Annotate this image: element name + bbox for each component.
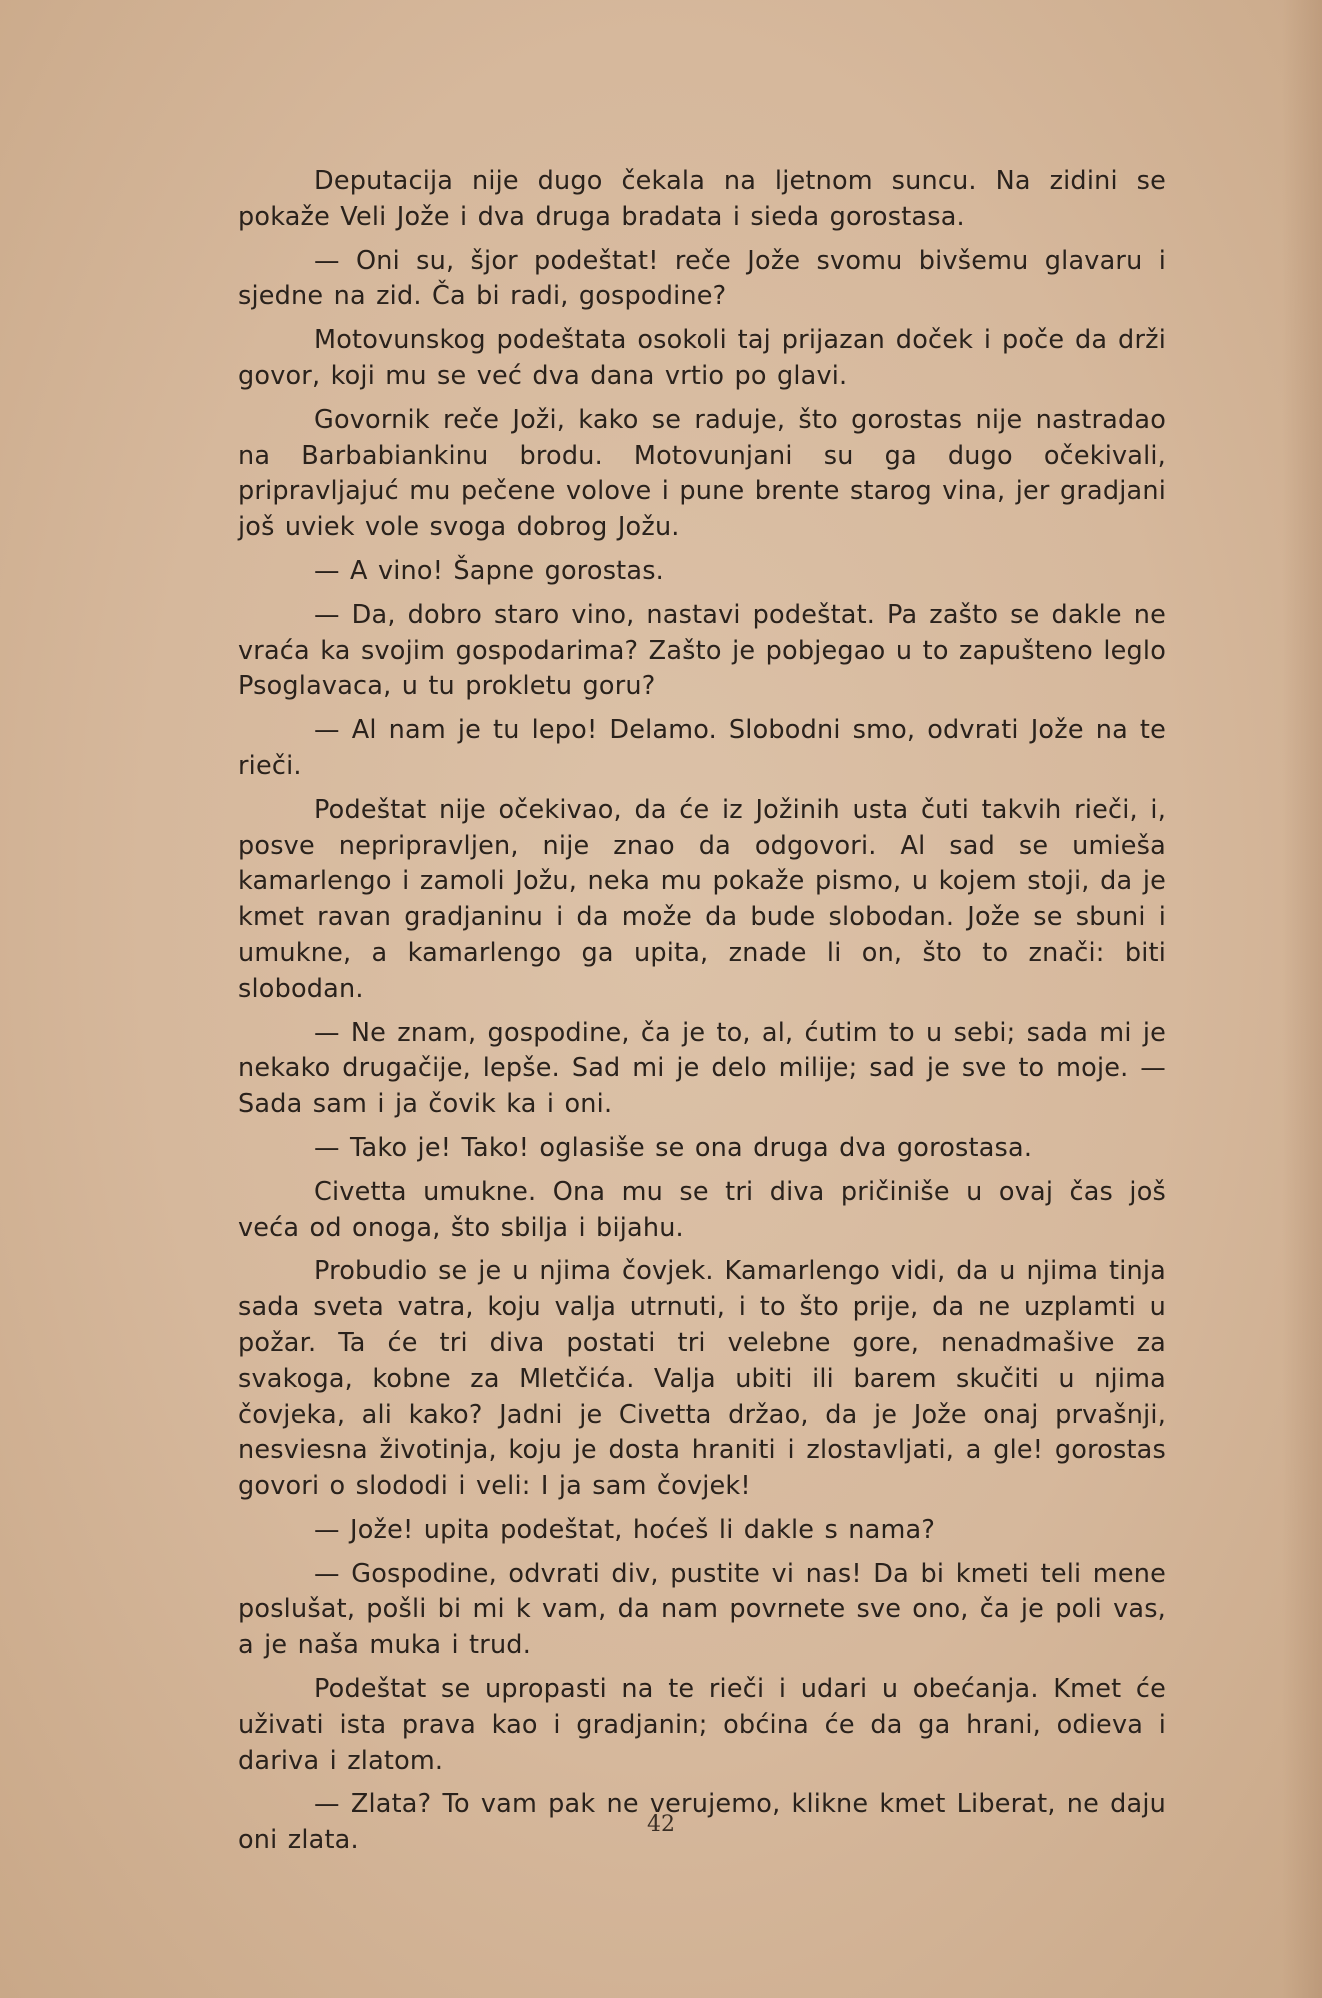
paragraph-3: Motovunskog podeštata osokoli taj prijazan doček i poče da drži govor, koji mu se već dva dana vrtio po glavi.: [238, 325, 1166, 391]
body-text: [238, 164, 1166, 1867]
paragraph-10: — Tako je! Tako! oglasiše se ona druga dva gorostasa.: [314, 1132, 1033, 1163]
paragraph-4: Govornik reče Joži, kako se raduje, što gorostas nije nastradao na Barbabiankinu brodu. Motovunjani su ga dugo očekivali, pripravljajuć mu pečene volove i pune brente starog vina, jer gradjani još uviek vole svoga dobrog Jožu.: [238, 404, 1166, 543]
paragraph-16: — Zlata? To vam pak ne verujemo, klikne kmet Liberat, ne daju oni zlata.: [238, 1789, 1166, 1856]
paragraph-9: — Ne znam, gospodine, ča je to, al, ćutim to u sebi; sada mi je nekako drugačije, lepše. Sad mi je delo milije; sad je sve to moje. — Sada sam i ja čovik ka i oni.: [238, 1017, 1166, 1120]
paragraph-7: — Al nam je tu lepo! Delamo. Slobodni smo, odvrati Jože na te rieči.: [238, 715, 1166, 781]
paragraph-11: Civetta umukne. Ona mu se tri diva pričiniše u ovaj čas još veća od onoga, što sbilja i bijahu.: [238, 1176, 1166, 1243]
paragraph-13: — Jože! upita podeštat, hoćeš li dakle s nama?: [314, 1514, 936, 1545]
paragraph-2: — Oni su, šjor podeštat! reče Jože svomu bivšemu glavaru i sjedne na zid. Ča bi radi, gospodine?: [238, 245, 1166, 312]
paragraph-14: — Gospodine, odvrati div, pustite vi nas! Da bi kmeti teli mene poslušat, pošli bi mi k vam, da nam povrnete sve ono, ča je poli vas, a je naša muka i trud.: [238, 1558, 1166, 1661]
paragraph-8: Podeštat nije očekivao, da će iz Jožinih usta čuti takvih rieči, i, posve nepripravljen, nije znao da odgovori. Al sad se umieša kamarlengo i zamoli Jožu, neka mu pokaže pismo, u kojem stoji, da je kmet ravan gradjaninu i da može da bude slobodan. Jože se sbuni i umukne, a kamarlengo ga upita, znade li on, što to znači: biti slobodan.: [238, 794, 1166, 1004]
paragraph-5: — A vino! Šapne gorostas.: [314, 555, 664, 586]
page-edge-shadow: [1282, 0, 1322, 1998]
paragraph-15: Podeštat se upropasti na te rieči i udari u obećanja. Kmet će uživati ista prava kao i gradjanin; obćina će da ga hrani, odieva i dariva i zlatom.: [238, 1674, 1166, 1776]
paragraph-6: — Da, dobro staro vino, nastavi podeštat. Pa zašto se dakle ne vraća ka svojim gospodarima? Zašto je pobjegao u to zapušteno leglo Psoglavaca, u tu prokletu goru?: [238, 599, 1166, 702]
paragraph-12: Probudio se je u njima čovjek. Kamarlengo vidi, da u njima tinja sada sveta vatra, koju valja utrnuti, i to što prije, da ne uzplamti u požar. Ta će tri diva postati tri velebne gore, nenadmašive za svakoga, kobne za Mletčića. Valja ubiti ili barem skučiti u njima čovjeka, ali kako? Jadni je Civetta držao, da je Jože onaj prvašnji, nesviesna životinja, koju je dosta hraniti i zlostavljati, a gle! gorostas govori o slododi i veli: I ja sam čovjek!: [238, 1256, 1166, 1502]
page-number: 42: [647, 1812, 675, 1837]
paragraph-1: Deputacija nije dugo čekala na ljetnom suncu. Na zidini se pokaže Veli Jože i dva druga bradata i sieda gorostasa.: [238, 166, 1166, 232]
